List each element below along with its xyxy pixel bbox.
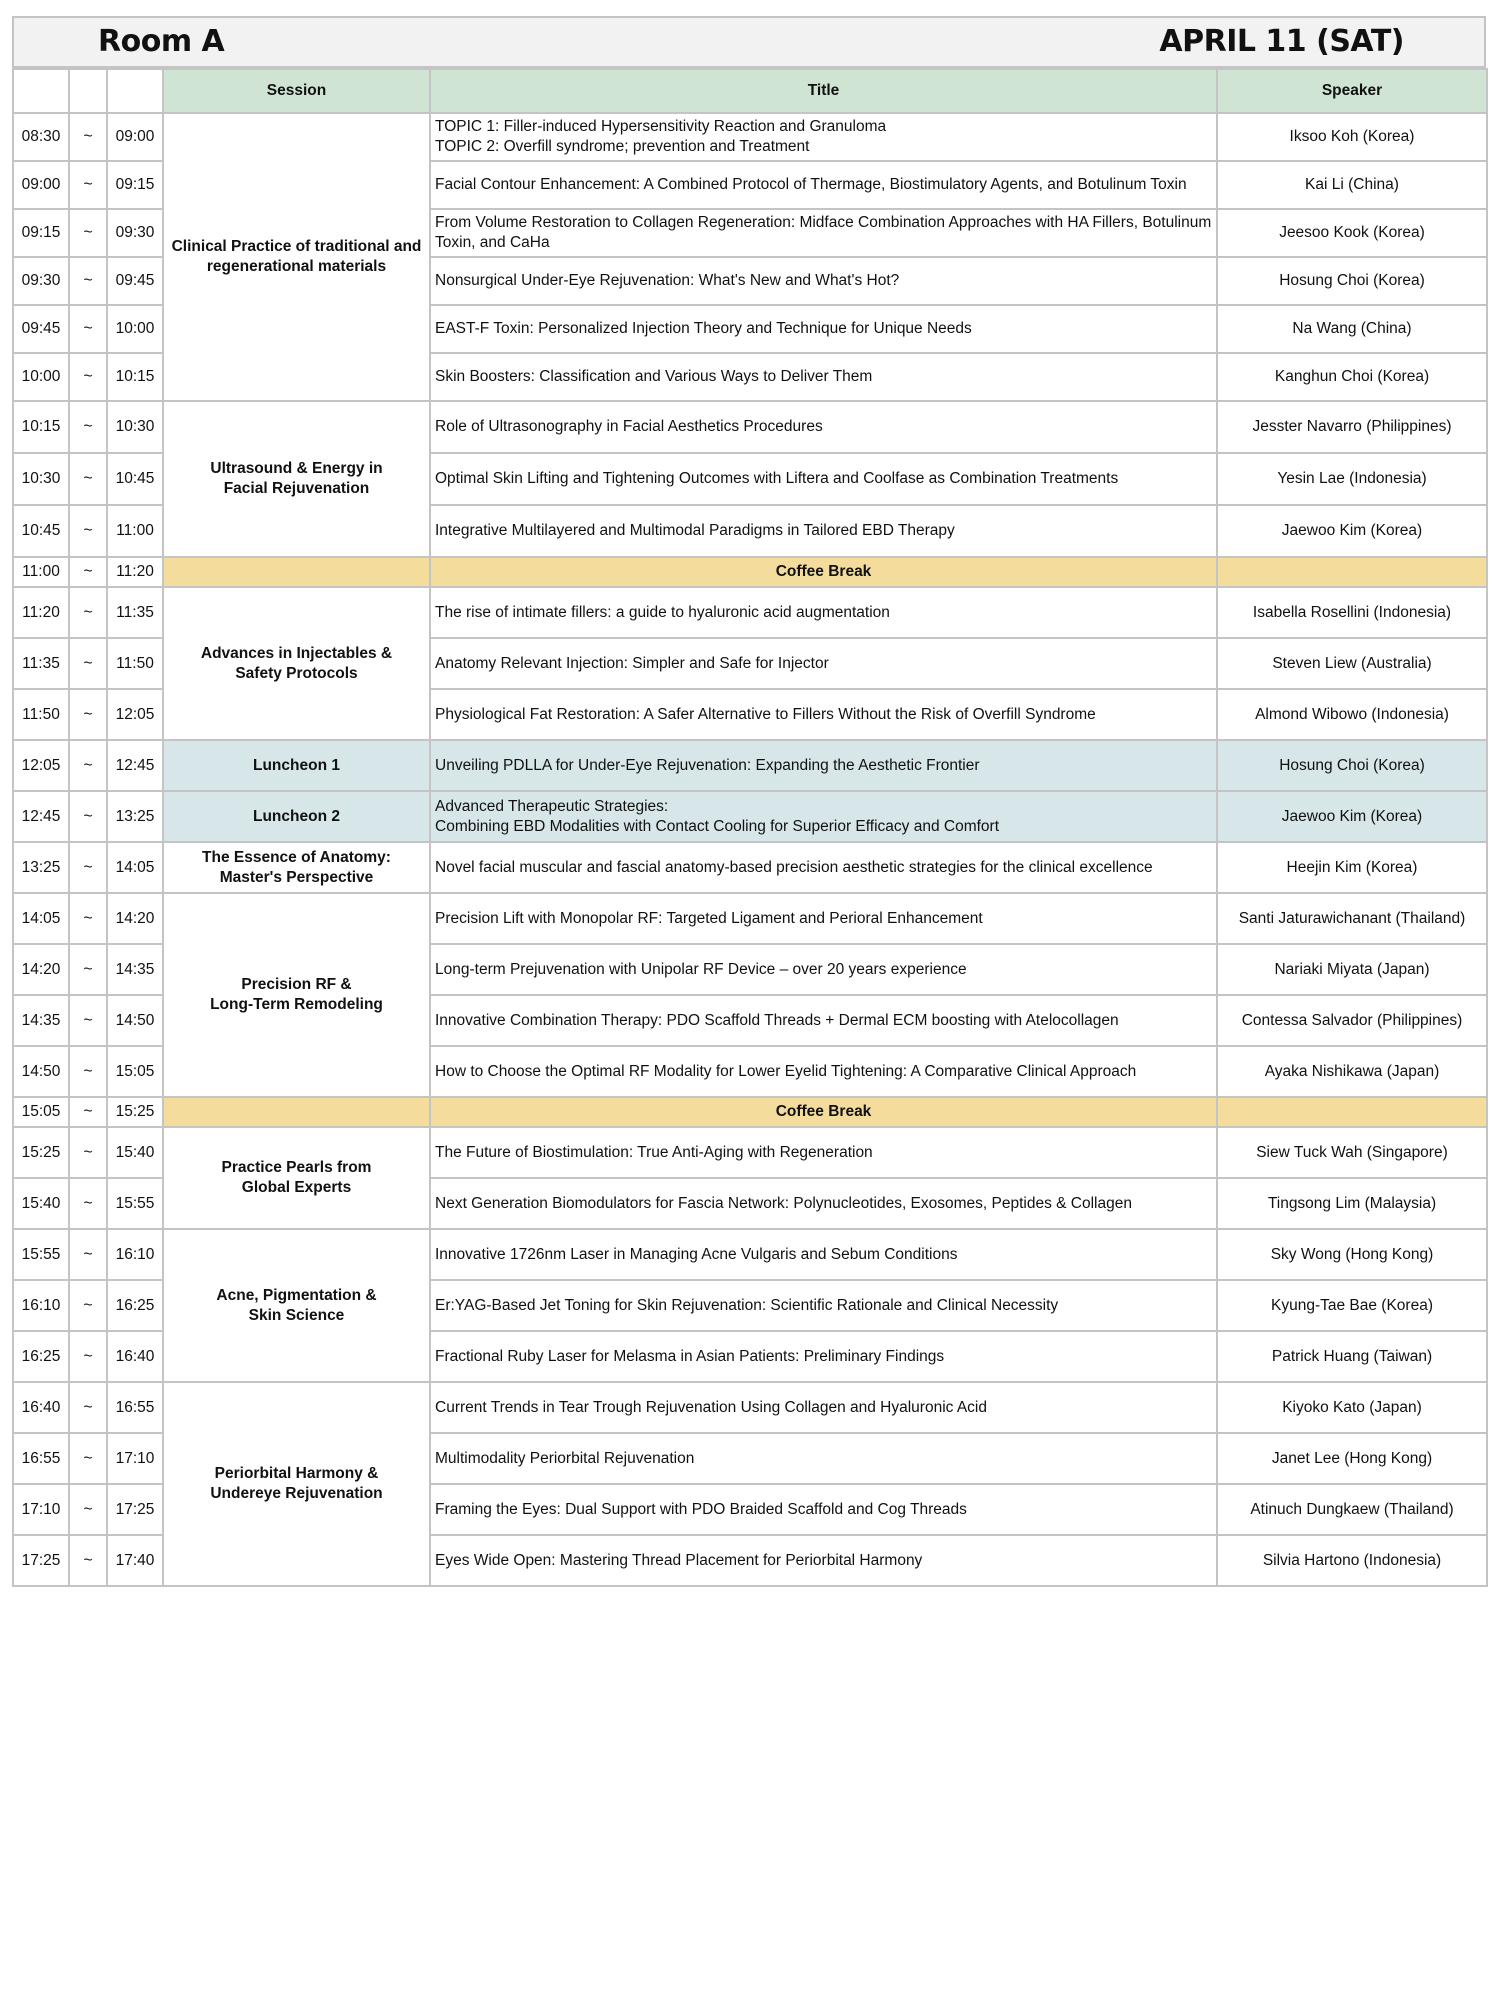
speaker-cell-empty bbox=[1217, 1097, 1487, 1127]
schedule-row bbox=[13, 587, 1487, 638]
start-time: 17:10 bbox=[13, 1484, 69, 1535]
speaker-name: Kiyoko Kato (Japan) bbox=[1217, 1382, 1487, 1433]
tilde-separator: ~ bbox=[69, 401, 107, 453]
tilde-separator: ~ bbox=[69, 1433, 107, 1484]
speaker-name: Janet Lee (Hong Kong) bbox=[1217, 1433, 1487, 1484]
end-time: 11:00 bbox=[107, 505, 163, 557]
tilde-separator: ~ bbox=[69, 1331, 107, 1382]
talk-title: Integrative Multilayered and Multimodal Paradigms in Tailored EBD Therapy bbox=[430, 505, 1217, 557]
session-name: Acne, Pigmentation & Skin Science bbox=[163, 1229, 430, 1382]
end-time: 10:00 bbox=[107, 305, 163, 353]
session-cell-empty bbox=[163, 557, 430, 587]
end-time: 10:30 bbox=[107, 401, 163, 453]
talk-title: Skin Boosters: Classification and Various Ways to Deliver Them bbox=[430, 353, 1217, 401]
session-name: Precision RF & Long-Term Remodeling bbox=[163, 893, 430, 1097]
speaker-name: Na Wang (China) bbox=[1217, 305, 1487, 353]
end-time: 17:10 bbox=[107, 1433, 163, 1484]
start-time: 16:55 bbox=[13, 1433, 69, 1484]
speaker-name: Jaewoo Kim (Korea) bbox=[1217, 791, 1487, 842]
session-name: Practice Pearls from Global Experts bbox=[163, 1127, 430, 1229]
start-time: 10:45 bbox=[13, 505, 69, 557]
talk-title: Current Trends in Tear Trough Rejuvenation Using Collagen and Hyaluronic Acid bbox=[430, 1382, 1217, 1433]
talk-title: The Future of Biostimulation: True Anti-Aging with Regeneration bbox=[430, 1127, 1217, 1178]
start-time: 14:20 bbox=[13, 944, 69, 995]
speaker-name: Isabella Rosellini (Indonesia) bbox=[1217, 587, 1487, 638]
speaker-column-header: Speaker bbox=[1217, 69, 1487, 113]
talk-title: Role of Ultrasonography in Facial Aesthetics Procedures bbox=[430, 401, 1217, 453]
talk-title: Innovative Combination Therapy: PDO Scaffold Threads + Dermal ECM boosting with Atelocollagen bbox=[430, 995, 1217, 1046]
start-time: 16:40 bbox=[13, 1382, 69, 1433]
tilde-separator: ~ bbox=[69, 842, 107, 893]
schedule-row bbox=[13, 1382, 1487, 1433]
talk-title: Long-term Prejuvenation with Unipolar RF Device – over 20 years experience bbox=[430, 944, 1217, 995]
end-time: 09:00 bbox=[107, 113, 163, 161]
end-time: 10:45 bbox=[107, 453, 163, 505]
session-name: The Essence of Anatomy: Master's Perspective bbox=[163, 842, 430, 893]
schedule-row bbox=[13, 401, 1487, 453]
end-time: 16:40 bbox=[107, 1331, 163, 1382]
session-cell-empty bbox=[163, 1097, 430, 1127]
end-time: 16:25 bbox=[107, 1280, 163, 1331]
talk-title: Er:YAG-Based Jet Toning for Skin Rejuvenation: Scientific Rationale and Clinical Necessity bbox=[430, 1280, 1217, 1331]
session-name: Ultrasound & Energy in Facial Rejuvenation bbox=[163, 401, 430, 557]
end-time: 15:05 bbox=[107, 1046, 163, 1097]
talk-title: Fractional Ruby Laser for Melasma in Asian Patients: Preliminary Findings bbox=[430, 1331, 1217, 1382]
schedule-row bbox=[13, 1127, 1487, 1178]
start-time: 15:25 bbox=[13, 1127, 69, 1178]
tilde-separator: ~ bbox=[69, 1178, 107, 1229]
speaker-name: Hosung Choi (Korea) bbox=[1217, 257, 1487, 305]
tilde-separator: ~ bbox=[69, 1229, 107, 1280]
speaker-name: Heejin Kim (Korea) bbox=[1217, 842, 1487, 893]
tilde-separator: ~ bbox=[69, 257, 107, 305]
talk-title: Advanced Therapeutic Strategies: Combining EBD Modalities with Contact Cooling for Superior Efficacy and Comfort bbox=[430, 791, 1217, 842]
talk-title: Next Generation Biomodulators for Fascia Network: Polynucleotides, Exosomes, Peptides & Collagen bbox=[430, 1178, 1217, 1229]
tilde-separator: ~ bbox=[69, 557, 107, 587]
start-time: 11:50 bbox=[13, 689, 69, 740]
page-header bbox=[12, 16, 1486, 68]
tilde-separator: ~ bbox=[69, 1097, 107, 1127]
start-time: 17:25 bbox=[13, 1535, 69, 1586]
speaker-name: Silvia Hartono (Indonesia) bbox=[1217, 1535, 1487, 1586]
tilde-separator: ~ bbox=[69, 1484, 107, 1535]
start-time: 10:00 bbox=[13, 353, 69, 401]
end-time: 17:40 bbox=[107, 1535, 163, 1586]
schedule-row bbox=[13, 842, 1487, 893]
start-time: 11:20 bbox=[13, 587, 69, 638]
talk-title: From Volume Restoration to Collagen Regeneration: Midface Combination Approaches with HA Fillers, Botulinum Toxin, and CaHa bbox=[430, 209, 1217, 257]
tilde-separator: ~ bbox=[69, 587, 107, 638]
start-time: 12:05 bbox=[13, 740, 69, 791]
schedule-row bbox=[13, 1097, 1487, 1127]
tilde-separator: ~ bbox=[69, 161, 107, 209]
tilde-separator: ~ bbox=[69, 353, 107, 401]
start-time: 11:00 bbox=[13, 557, 69, 587]
tilde-separator: ~ bbox=[69, 113, 107, 161]
end-time: 16:55 bbox=[107, 1382, 163, 1433]
start-time: 16:25 bbox=[13, 1331, 69, 1382]
tilde-separator: ~ bbox=[69, 453, 107, 505]
speaker-name: Jeesoo Kook (Korea) bbox=[1217, 209, 1487, 257]
talk-title: Novel facial muscular and fascial anatomy-based precision aesthetic strategies for the clinical excellence bbox=[430, 842, 1217, 893]
talk-title: Unveiling PDLLA for Under-Eye Rejuvenation: Expanding the Aesthetic Frontier bbox=[430, 740, 1217, 791]
start-time: 09:15 bbox=[13, 209, 69, 257]
tilde-separator: ~ bbox=[69, 791, 107, 842]
talk-title: Facial Contour Enhancement: A Combined Protocol of Thermage, Biostimulatory Agents, and Botulinum Toxin bbox=[430, 161, 1217, 209]
end-time: 14:20 bbox=[107, 893, 163, 944]
start-time: 15:05 bbox=[13, 1097, 69, 1127]
end-time: 14:50 bbox=[107, 995, 163, 1046]
start-time: 13:25 bbox=[13, 842, 69, 893]
talk-title: TOPIC 1: Filler-induced Hypersensitivity Reaction and Granuloma TOPIC 2: Overfill syndrome; prevention and Treatment bbox=[430, 113, 1217, 161]
end-time: 15:40 bbox=[107, 1127, 163, 1178]
start-time: 14:35 bbox=[13, 995, 69, 1046]
session-name: Periorbital Harmony & Undereye Rejuvenation bbox=[163, 1382, 430, 1586]
speaker-name: Kai Li (China) bbox=[1217, 161, 1487, 209]
speaker-name: Contessa Salvador (Philippines) bbox=[1217, 995, 1487, 1046]
start-time: 10:30 bbox=[13, 453, 69, 505]
end-time: 17:25 bbox=[107, 1484, 163, 1535]
session-name: Advances in Injectables & Safety Protocols bbox=[163, 587, 430, 740]
speaker-name: Jesster Navarro (Philippines) bbox=[1217, 401, 1487, 453]
schedule-row bbox=[13, 113, 1487, 161]
tilde-separator: ~ bbox=[69, 944, 107, 995]
event-date: APRIL 11 (SAT) bbox=[1159, 24, 1404, 59]
speaker-name: Kyung-Tae Bae (Korea) bbox=[1217, 1280, 1487, 1331]
tilde-separator: ~ bbox=[69, 893, 107, 944]
start-time: 11:35 bbox=[13, 638, 69, 689]
talk-title: EAST-F Toxin: Personalized Injection Theory and Technique for Unique Needs bbox=[430, 305, 1217, 353]
talk-title: Precision Lift with Monopolar RF: Targeted Ligament and Perioral Enhancement bbox=[430, 893, 1217, 944]
end-time: 12:05 bbox=[107, 689, 163, 740]
speaker-cell-empty bbox=[1217, 557, 1487, 587]
schedule-row bbox=[13, 893, 1487, 944]
end-time: 09:30 bbox=[107, 209, 163, 257]
start-time: 08:30 bbox=[13, 113, 69, 161]
start-time: 09:00 bbox=[13, 161, 69, 209]
speaker-name: Ayaka Nishikawa (Japan) bbox=[1217, 1046, 1487, 1097]
end-time: 11:50 bbox=[107, 638, 163, 689]
talk-title: Physiological Fat Restoration: A Safer Alternative to Fillers Without the Risk of Overfill Syndrome bbox=[430, 689, 1217, 740]
talk-title: How to Choose the Optimal RF Modality for Lower Eyelid Tightening: A Comparative Clinical Approach bbox=[430, 1046, 1217, 1097]
tilde-separator: ~ bbox=[69, 1382, 107, 1433]
tilde-separator: ~ bbox=[69, 505, 107, 557]
tilde-header bbox=[69, 69, 107, 113]
talk-title: Framing the Eyes: Dual Support with PDO Braided Scaffold and Cog Threads bbox=[430, 1484, 1217, 1535]
talk-title: Eyes Wide Open: Mastering Thread Placement for Periorbital Harmony bbox=[430, 1535, 1217, 1586]
tilde-separator: ~ bbox=[69, 1046, 107, 1097]
speaker-name: Iksoo Koh (Korea) bbox=[1217, 113, 1487, 161]
end-time: 16:10 bbox=[107, 1229, 163, 1280]
start-time: 15:55 bbox=[13, 1229, 69, 1280]
schedule-table bbox=[12, 68, 1488, 1587]
talk-title: Anatomy Relevant Injection: Simpler and Safe for Injector bbox=[430, 638, 1217, 689]
session-name: Luncheon 1 bbox=[163, 740, 430, 791]
end-time: 14:35 bbox=[107, 944, 163, 995]
session-name: Clinical Practice of traditional and regenerational materials bbox=[163, 113, 430, 401]
tilde-separator: ~ bbox=[69, 689, 107, 740]
room-title: Room A bbox=[98, 24, 225, 59]
end-time: 09:45 bbox=[107, 257, 163, 305]
start-time: 14:50 bbox=[13, 1046, 69, 1097]
end-time: 13:25 bbox=[107, 791, 163, 842]
end-time: 11:35 bbox=[107, 587, 163, 638]
tilde-separator: ~ bbox=[69, 740, 107, 791]
coffee-break-label: Coffee Break bbox=[430, 557, 1217, 587]
tilde-separator: ~ bbox=[69, 209, 107, 257]
end-time: 12:45 bbox=[107, 740, 163, 791]
tilde-separator: ~ bbox=[69, 995, 107, 1046]
schedule-row bbox=[13, 791, 1487, 842]
start-time: 10:15 bbox=[13, 401, 69, 453]
speaker-name: Sky Wong (Hong Kong) bbox=[1217, 1229, 1487, 1280]
speaker-name: Hosung Choi (Korea) bbox=[1217, 740, 1487, 791]
title-column-header: Title bbox=[430, 69, 1217, 113]
time-end-header bbox=[107, 69, 163, 113]
time-start-header bbox=[13, 69, 69, 113]
column-header-row bbox=[13, 69, 1487, 113]
session-column-header: Session bbox=[163, 69, 430, 113]
start-time: 09:45 bbox=[13, 305, 69, 353]
tilde-separator: ~ bbox=[69, 1535, 107, 1586]
end-time: 15:25 bbox=[107, 1097, 163, 1127]
start-time: 12:45 bbox=[13, 791, 69, 842]
speaker-name: Steven Liew (Australia) bbox=[1217, 638, 1487, 689]
tilde-separator: ~ bbox=[69, 305, 107, 353]
speaker-name: Nariaki Miyata (Japan) bbox=[1217, 944, 1487, 995]
talk-title: Innovative 1726nm Laser in Managing Acne Vulgaris and Sebum Conditions bbox=[430, 1229, 1217, 1280]
talk-title: Nonsurgical Under-Eye Rejuvenation: What's New and What's Hot? bbox=[430, 257, 1217, 305]
end-time: 11:20 bbox=[107, 557, 163, 587]
tilde-separator: ~ bbox=[69, 638, 107, 689]
start-time: 09:30 bbox=[13, 257, 69, 305]
schedule-row bbox=[13, 1229, 1487, 1280]
talk-title: The rise of intimate fillers: a guide to hyaluronic acid augmentation bbox=[430, 587, 1217, 638]
schedule-row bbox=[13, 740, 1487, 791]
speaker-name: Jaewoo Kim (Korea) bbox=[1217, 505, 1487, 557]
talk-title: Multimodality Periorbital Rejuvenation bbox=[430, 1433, 1217, 1484]
speaker-name: Tingsong Lim (Malaysia) bbox=[1217, 1178, 1487, 1229]
session-name: Luncheon 2 bbox=[163, 791, 430, 842]
tilde-separator: ~ bbox=[69, 1280, 107, 1331]
speaker-name: Atinuch Dungkaew (Thailand) bbox=[1217, 1484, 1487, 1535]
start-time: 15:40 bbox=[13, 1178, 69, 1229]
end-time: 14:05 bbox=[107, 842, 163, 893]
end-time: 10:15 bbox=[107, 353, 163, 401]
end-time: 09:15 bbox=[107, 161, 163, 209]
coffee-break-label: Coffee Break bbox=[430, 1097, 1217, 1127]
speaker-name: Santi Jaturawichanant (Thailand) bbox=[1217, 893, 1487, 944]
tilde-separator: ~ bbox=[69, 1127, 107, 1178]
start-time: 16:10 bbox=[13, 1280, 69, 1331]
speaker-name: Almond Wibowo (Indonesia) bbox=[1217, 689, 1487, 740]
talk-title: Optimal Skin Lifting and Tightening Outcomes with Liftera and Coolfase as Combination Treatments bbox=[430, 453, 1217, 505]
start-time: 14:05 bbox=[13, 893, 69, 944]
schedule-sheet bbox=[12, 16, 1486, 1587]
schedule-row bbox=[13, 557, 1487, 587]
speaker-name: Siew Tuck Wah (Singapore) bbox=[1217, 1127, 1487, 1178]
speaker-name: Kanghun Choi (Korea) bbox=[1217, 353, 1487, 401]
speaker-name: Yesin Lae (Indonesia) bbox=[1217, 453, 1487, 505]
speaker-name: Patrick Huang (Taiwan) bbox=[1217, 1331, 1487, 1382]
end-time: 15:55 bbox=[107, 1178, 163, 1229]
